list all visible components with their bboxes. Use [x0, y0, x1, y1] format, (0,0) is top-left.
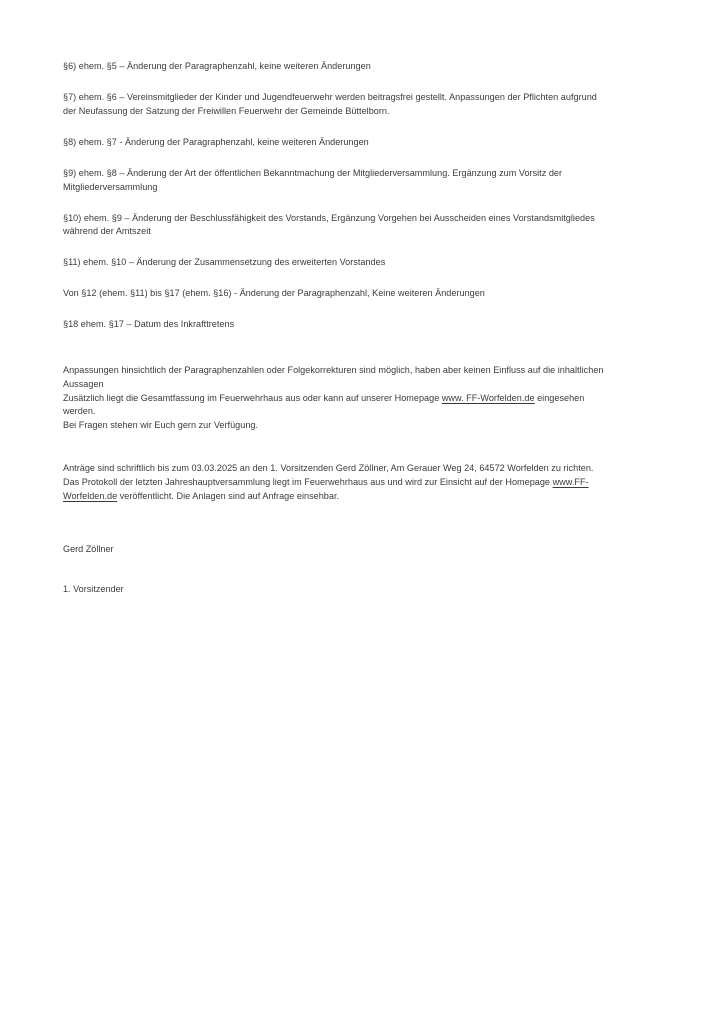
requests-protocol-suffix: veröffentlicht. Die Anlagen sind auf Anfrage einsehbar. [117, 490, 340, 501]
requests-line-deadline: Anträge sind schriftlich bis zum 03.03.2025 an den 1. Vorsitzenden Gerd Zöllner, Am Gerauer Weg 24, 64572 Worfelden zu richten. [63, 463, 594, 474]
notes-line-homepage [63, 392, 606, 420]
document-body [63, 60, 606, 597]
homepage-link[interactable]: www. FF-Worfelden.de [441, 392, 535, 403]
requests-section [63, 462, 606, 503]
protocol-homepage-link[interactable]: www.FF-Worfelden.de [63, 476, 589, 501]
notes-line-availability: Anpassungen hinsichtlich der Paragraphenzahlen oder Folgekorrekturen sind möglich, haben aber keinen Einfluss auf die inhaltlichen Aussagen [63, 365, 604, 389]
amendments-section [63, 60, 606, 332]
amendment-paragraph: §18 ehem. §17 – Datum des Inkrafttretens [63, 319, 235, 330]
amendment-paragraph: §6) ehem. §5 – Änderung der Paragraphenzahl, keine weiteren Änderungen [63, 61, 371, 71]
signature-block [63, 543, 606, 557]
notes-section [63, 364, 606, 433]
requests-line-protocol [63, 476, 606, 504]
amendment-paragraph: §10) ehem. §9 – Änderung der Beschlussfähigkeit des Vorstands, Ergänzung Vorgehen bei Ausscheiden eines Vorstandsmitgliedes während der Amtszeit [63, 212, 595, 237]
notes-homepage-prefix: Zusätzlich liegt die Gesamtfassung im Feuerwehrhaus aus oder kann auf unserer Homepage [63, 392, 442, 403]
amendment-paragraph: §8) ehem. §7 - Änderung der Paragraphenzahl, keine weiteren Änderungen [63, 136, 369, 147]
requests-protocol-prefix: Das Protokoll der letzten Jahreshauptversammlung liegt im Feuerwehrhaus aus und wird zur Einsicht auf der Homepage [63, 476, 553, 487]
amendment-paragraph: §9) ehem. §8 – Änderung der Art der öffentlichen Bekanntmachung der Mitgliederversammlung. Ergänzung zum Vorsitz der Mitgliederversammlung [63, 167, 563, 192]
notes-homepage-suffix: eingesehen werden. [63, 392, 585, 417]
amendment-paragraph: §11) ehem. §10 – Änderung der Zusammensetzung des erweiterten Vorstandes [63, 257, 386, 268]
signature-role-block [63, 583, 606, 597]
signature-role: 1. Vorsitzender [63, 584, 124, 595]
amendment-paragraph: Von §12 (ehem. §11) bis §17 (ehem. §16) - Änderung der Paragraphenzahl, Keine weiteren Änderungen [63, 288, 485, 299]
notes-line-questions: Bei Fragen stehen wir Euch gern zur Verfügung. [63, 420, 259, 431]
signature-name: Gerd Zöllner [63, 544, 114, 555]
amendment-paragraph: §7) ehem. §6 – Vereinsmitglieder der Kinder und Jugendfeuerwehr werden beitragsfrei gestellt. Anpassungen der Pflichten aufgrund der Neufassung der Satzung der Freiwillen Feuerwehr der Gemeinde Büttelborn. [63, 91, 597, 116]
